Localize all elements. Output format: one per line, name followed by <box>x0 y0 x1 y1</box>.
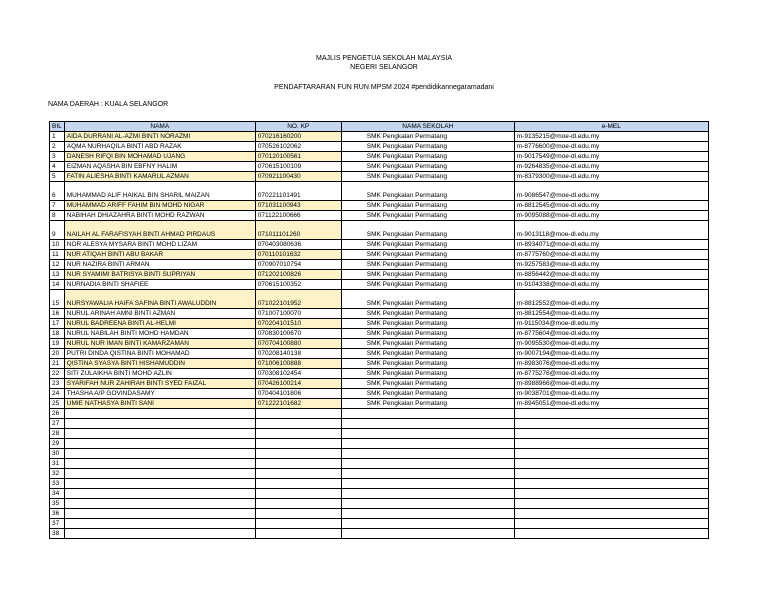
row-ic-number: 070216160200 <box>255 132 341 142</box>
row-ic-number <box>255 509 341 519</box>
row-name: MUHAMMAD ARIFF FAHIM BIN MOHD NIGAR <box>64 201 255 211</box>
row-email: m-8934071@moe-dl.edu.my <box>514 240 708 250</box>
table-row <box>50 250 709 260</box>
row-number: 19 <box>50 339 65 349</box>
row-name: NURUL NUR IMAN BINTI KAMARZAMAN <box>64 339 255 349</box>
row-email: m-9135215@moe-dl.edu.my <box>514 132 708 142</box>
row-name: THASHA A/P GOVINDASAMY <box>64 389 255 399</box>
row-ic-number: 071222101682 <box>255 399 341 409</box>
row-email: m-8775276@moe-dl.edu.my <box>514 369 708 379</box>
row-name: AQMA NURHAQILA BINTI ABD RAZAK <box>64 142 255 152</box>
row-school: SMK Pengkalan Permatang <box>341 270 514 280</box>
row-number: 3 <box>50 152 65 162</box>
row-number: 31 <box>50 459 65 469</box>
table-row <box>50 359 709 369</box>
row-school <box>341 449 514 459</box>
row-school: SMK Pengkalan Permatang <box>341 369 514 379</box>
row-number: 29 <box>50 439 65 449</box>
row-school: SMK Pengkalan Permatang <box>341 152 514 162</box>
row-ic-number <box>255 409 341 419</box>
row-name: NURUL ARINAH AMNI BINTI AZMAN <box>64 309 255 319</box>
table-row <box>50 211 709 221</box>
table-row <box>50 489 709 499</box>
row-name <box>64 409 255 419</box>
row-number: 10 <box>50 240 65 250</box>
table-row <box>50 319 709 329</box>
row-ic-number: 070704100880 <box>255 339 341 349</box>
row-name: NUR SYAMIMI BATRISYA BINTI SUPRIYAN <box>64 270 255 280</box>
row-name: AIDA DURRANI AL-AZMI BINTI NORAZMI <box>64 132 255 142</box>
row-email: m-9115034@moe-dl.edu.my <box>514 319 708 329</box>
row-email <box>514 429 708 439</box>
row-email: m-9264835@moe-dl.edu.my <box>514 162 708 172</box>
col-header-sekolah: NAMA SEKOLAH <box>341 122 514 132</box>
row-email: m-8775604@moe-dl.edu.my <box>514 329 708 339</box>
row-number: 21 <box>50 359 65 369</box>
row-email: m-9007194@moe-dl.edu.my <box>514 349 708 359</box>
row-ic-number: 070204101510 <box>255 319 341 329</box>
row-name: NUR NAZIRA BINTI ARMAN <box>64 260 255 270</box>
row-email <box>514 459 708 469</box>
row-number: 16 <box>50 309 65 319</box>
row-school: SMK Pengkalan Permatang <box>341 359 514 369</box>
table-row <box>50 290 709 309</box>
row-email <box>514 479 708 489</box>
row-name: NURUL BADREENA BINTI AL-HELMI <box>64 319 255 329</box>
row-school <box>341 419 514 429</box>
row-number: 28 <box>50 429 65 439</box>
row-ic-number <box>255 499 341 509</box>
row-ic-number: 070907010754 <box>255 260 341 270</box>
row-school: SMK Pengkalan Permatang <box>341 172 514 182</box>
table-row <box>50 280 709 290</box>
row-ic-number: 070615100352 <box>255 280 341 290</box>
row-name <box>64 449 255 459</box>
row-email: m-9104338@moe-dl.edu.my <box>514 280 708 290</box>
row-school <box>341 519 514 529</box>
row-number: 27 <box>50 419 65 429</box>
row-email: m-9257583@moe-dl.edu.my <box>514 260 708 270</box>
row-name <box>64 479 255 489</box>
row-ic-number: 071122100666 <box>255 211 341 221</box>
row-number: 37 <box>50 519 65 529</box>
row-ic-number: 070221101491 <box>255 182 341 201</box>
row-school: SMK Pengkalan Permatang <box>341 201 514 211</box>
table-row <box>50 509 709 519</box>
row-ic-number: 070615100109 <box>255 162 341 172</box>
row-school: SMK Pengkalan Permatang <box>341 162 514 172</box>
row-school <box>341 429 514 439</box>
table-row <box>50 419 709 429</box>
table-row <box>50 221 709 240</box>
row-number: 2 <box>50 142 65 152</box>
row-name <box>64 499 255 509</box>
row-ic-number <box>255 439 341 449</box>
table-row <box>50 329 709 339</box>
row-name <box>64 419 255 429</box>
row-ic-number <box>255 479 341 489</box>
row-ic-number: 070526102062 <box>255 142 341 152</box>
row-name: QISTINA SYASYA BINTI HISHAMUDDIN <box>64 359 255 369</box>
row-school <box>341 479 514 489</box>
row-ic-number: 070830100670 <box>255 329 341 339</box>
row-email <box>514 489 708 499</box>
row-name: NUR ATIQAH BINTI ABU BAKAR <box>64 250 255 260</box>
row-ic-number: 070404101806 <box>255 389 341 399</box>
event-title: PENDAFTARARAN FUN RUN MPSM 2024 #pendidikannegaramadani <box>274 84 494 91</box>
row-number: 14 <box>50 280 65 290</box>
row-number: 1 <box>50 132 65 142</box>
row-school: SMK Pengkalan Permatang <box>341 211 514 221</box>
col-header-email: e-MEL <box>514 122 708 132</box>
row-name: UMIE NATHASYA BINTI SANI <box>64 399 255 409</box>
row-email: m-9017549@moe-dl.edu.my <box>514 152 708 162</box>
table-row <box>50 152 709 162</box>
row-school: SMK Pengkalan Permatang <box>341 221 514 240</box>
row-school: SMK Pengkalan Permatang <box>341 349 514 359</box>
table-row <box>50 459 709 469</box>
row-ic-number: 071011101260 <box>255 221 341 240</box>
row-number: 8 <box>50 211 65 221</box>
row-number: 18 <box>50 329 65 339</box>
row-school: SMK Pengkalan Permatang <box>341 142 514 152</box>
row-ic-number <box>255 449 341 459</box>
registration-table <box>49 121 709 539</box>
row-email <box>514 469 708 479</box>
row-number: 9 <box>50 221 65 240</box>
row-name: NAILAH AL FARAFISYAH BINTI AHMAD PIRDAUS <box>64 221 255 240</box>
row-email: m-8775760@moe-dl.edu.my <box>514 250 708 260</box>
table-row <box>50 519 709 529</box>
row-number: 17 <box>50 319 65 329</box>
row-email <box>514 439 708 449</box>
table-header-row <box>50 122 709 132</box>
row-number: 13 <box>50 270 65 280</box>
table-row <box>50 469 709 479</box>
table-row <box>50 339 709 349</box>
row-ic-number <box>255 469 341 479</box>
table-row <box>50 172 709 182</box>
table-row <box>50 409 709 419</box>
district-label: NAMA DAERAH : KUALA SELANGOR <box>48 101 169 108</box>
row-school: SMK Pengkalan Permatang <box>341 290 514 309</box>
row-ic-number <box>255 519 341 529</box>
row-email: m-8856442@moe-dl.edu.my <box>514 270 708 280</box>
row-number: 12 <box>50 260 65 270</box>
table-row <box>50 162 709 172</box>
row-school <box>341 489 514 499</box>
row-name: NOR ALESYA MYSARA BINTI MOHD LIZAM <box>64 240 255 250</box>
row-school <box>341 469 514 479</box>
row-school: SMK Pengkalan Permatang <box>341 240 514 250</box>
table-row <box>50 369 709 379</box>
row-name: PUTRI DINDA QISTINA BINTI MOHAMAD <box>64 349 255 359</box>
row-school: SMK Pengkalan Permatang <box>341 379 514 389</box>
row-number: 33 <box>50 479 65 489</box>
row-name <box>64 529 255 539</box>
row-email <box>514 519 708 529</box>
row-name <box>64 459 255 469</box>
row-school <box>341 459 514 469</box>
row-school: SMK Pengkalan Permatang <box>341 389 514 399</box>
row-school <box>341 499 514 509</box>
row-school: SMK Pengkalan Permatang <box>341 250 514 260</box>
row-email: m-9095530@moe-dl.edu.my <box>514 339 708 349</box>
col-header-bil: BIL <box>50 122 65 132</box>
table-row <box>50 449 709 459</box>
row-email: m-8983076@moe-dl.edu.my <box>514 359 708 369</box>
row-number: 11 <box>50 250 65 260</box>
row-school: SMK Pengkalan Permatang <box>341 132 514 142</box>
row-ic-number: 070921100430 <box>255 172 341 182</box>
table-row <box>50 399 709 409</box>
row-school: SMK Pengkalan Permatang <box>341 329 514 339</box>
row-number: 23 <box>50 379 65 389</box>
row-email <box>514 419 708 429</box>
row-ic-number: 070308102454 <box>255 369 341 379</box>
row-ic-number: 070120100561 <box>255 152 341 162</box>
row-name <box>64 489 255 499</box>
row-number: 38 <box>50 529 65 539</box>
table-row <box>50 379 709 389</box>
row-school <box>341 409 514 419</box>
row-ic-number: 070110101632 <box>255 250 341 260</box>
row-school: SMK Pengkalan Permatang <box>341 260 514 270</box>
row-ic-number: 070208140138 <box>255 349 341 359</box>
row-name: NABIHAH DHIAZAHRA BINTI MOHD RAZWAN <box>64 211 255 221</box>
table-row <box>50 429 709 439</box>
row-ic-number <box>255 529 341 539</box>
row-school <box>341 439 514 449</box>
row-email: m-9038701@moe-dl.edu.my <box>514 389 708 399</box>
table-row <box>50 529 709 539</box>
row-name: NURUL NABILAH BINTI MOHD HAMDAN <box>64 329 255 339</box>
row-number: 32 <box>50 469 65 479</box>
row-ic-number <box>255 489 341 499</box>
row-email: m-8812554@moe-dl.edu.my <box>514 309 708 319</box>
row-email: m-8812545@moe-dl.edu.my <box>514 201 708 211</box>
row-number: 25 <box>50 399 65 409</box>
row-name: FATIN ALIESHA BINTI KAMARUL AZMAN <box>64 172 255 182</box>
row-email: m-8988966@moe-dl.edu.my <box>514 379 708 389</box>
row-name <box>64 519 255 529</box>
table-row <box>50 309 709 319</box>
row-email: m-8812552@moe-dl.edu.my <box>514 290 708 309</box>
row-number: 15 <box>50 290 65 309</box>
state-title: NEGERI SELANGOR <box>350 64 418 71</box>
row-ic-number <box>255 459 341 469</box>
row-email <box>514 449 708 459</box>
row-number: 5 <box>50 172 65 182</box>
row-name: DANESH RIFQI BIN MOHAMAD UJANG <box>64 152 255 162</box>
row-number: 36 <box>50 509 65 519</box>
row-school: SMK Pengkalan Permatang <box>341 399 514 409</box>
row-ic-number: 071006100888 <box>255 359 341 369</box>
row-number: 24 <box>50 389 65 399</box>
row-email <box>514 499 708 509</box>
row-ic-number: 071022101952 <box>255 290 341 309</box>
row-number: 4 <box>50 162 65 172</box>
row-email: m-9013118@moe-dl.edu.my <box>514 221 708 240</box>
row-email <box>514 409 708 419</box>
col-header-no-kp: NO. KP <box>255 122 341 132</box>
table-row <box>50 479 709 489</box>
row-number: 7 <box>50 201 65 211</box>
row-number: 26 <box>50 409 65 419</box>
row-ic-number <box>255 419 341 429</box>
table-row <box>50 132 709 142</box>
row-ic-number: 070426100214 <box>255 379 341 389</box>
row-name <box>64 429 255 439</box>
org-title: MAJLIS PENGETUA SEKOLAH MALAYSIA <box>315 55 453 62</box>
row-email: m-8379300@moe-dl.edu.my <box>514 172 708 182</box>
row-name: NURNADIA BINTI SHAFIEE <box>64 280 255 290</box>
row-number: 35 <box>50 499 65 509</box>
row-number: 34 <box>50 489 65 499</box>
table-row <box>50 499 709 509</box>
row-school <box>341 509 514 519</box>
row-school: SMK Pengkalan Permatang <box>341 319 514 329</box>
row-school: SMK Pengkalan Permatang <box>341 182 514 201</box>
table-row <box>50 182 709 201</box>
row-email: m-8945051@moe-dl.edu.my <box>514 399 708 409</box>
row-name <box>64 469 255 479</box>
row-ic-number: 071031100943 <box>255 201 341 211</box>
row-number: 22 <box>50 369 65 379</box>
row-name <box>64 509 255 519</box>
row-email: m-8776600@moe-dl.edu.my <box>514 142 708 152</box>
row-school: SMK Pengkalan Permatang <box>341 280 514 290</box>
table-row <box>50 240 709 250</box>
row-name: SYARIFAH NUR ZAHIRAH BINTI SYED FAIZAL <box>64 379 255 389</box>
row-ic-number: 071202100826 <box>255 270 341 280</box>
row-school <box>341 529 514 539</box>
row-number: 6 <box>50 182 65 201</box>
row-name: MUHAMMAD ALIF HAIKAL BIN SHARIL MAIZAN <box>64 182 255 201</box>
table-row <box>50 201 709 211</box>
row-ic-number <box>255 429 341 439</box>
row-name: EIZMAN AQASHA BIN EBFNY HALIM <box>64 162 255 172</box>
table-row <box>50 142 709 152</box>
row-number: 30 <box>50 449 65 459</box>
row-email: m-9095088@moe-dl.edu.my <box>514 211 708 221</box>
table-row <box>50 349 709 359</box>
row-name: NURSYAWALIA HAIFA SAFINA BINTI AWALUDDIN <box>64 290 255 309</box>
table-row <box>50 439 709 449</box>
row-email <box>514 529 708 539</box>
row-school: SMK Pengkalan Permatang <box>341 339 514 349</box>
row-ic-number: 070403080636 <box>255 240 341 250</box>
table-row <box>50 270 709 280</box>
row-email <box>514 509 708 519</box>
row-number: 20 <box>50 349 65 359</box>
row-email: m-9086547@moe-dl.edu.my <box>514 182 708 201</box>
table-row <box>50 389 709 399</box>
row-ic-number: 071007100070 <box>255 309 341 319</box>
row-name <box>64 439 255 449</box>
col-header-nama: NAMA <box>64 122 255 132</box>
row-name: SITI ZULAIKHA BINTI MOHD AZLIN <box>64 369 255 379</box>
table-body <box>50 132 709 539</box>
table-row <box>50 260 709 270</box>
row-school: SMK Pengkalan Permatang <box>341 309 514 319</box>
